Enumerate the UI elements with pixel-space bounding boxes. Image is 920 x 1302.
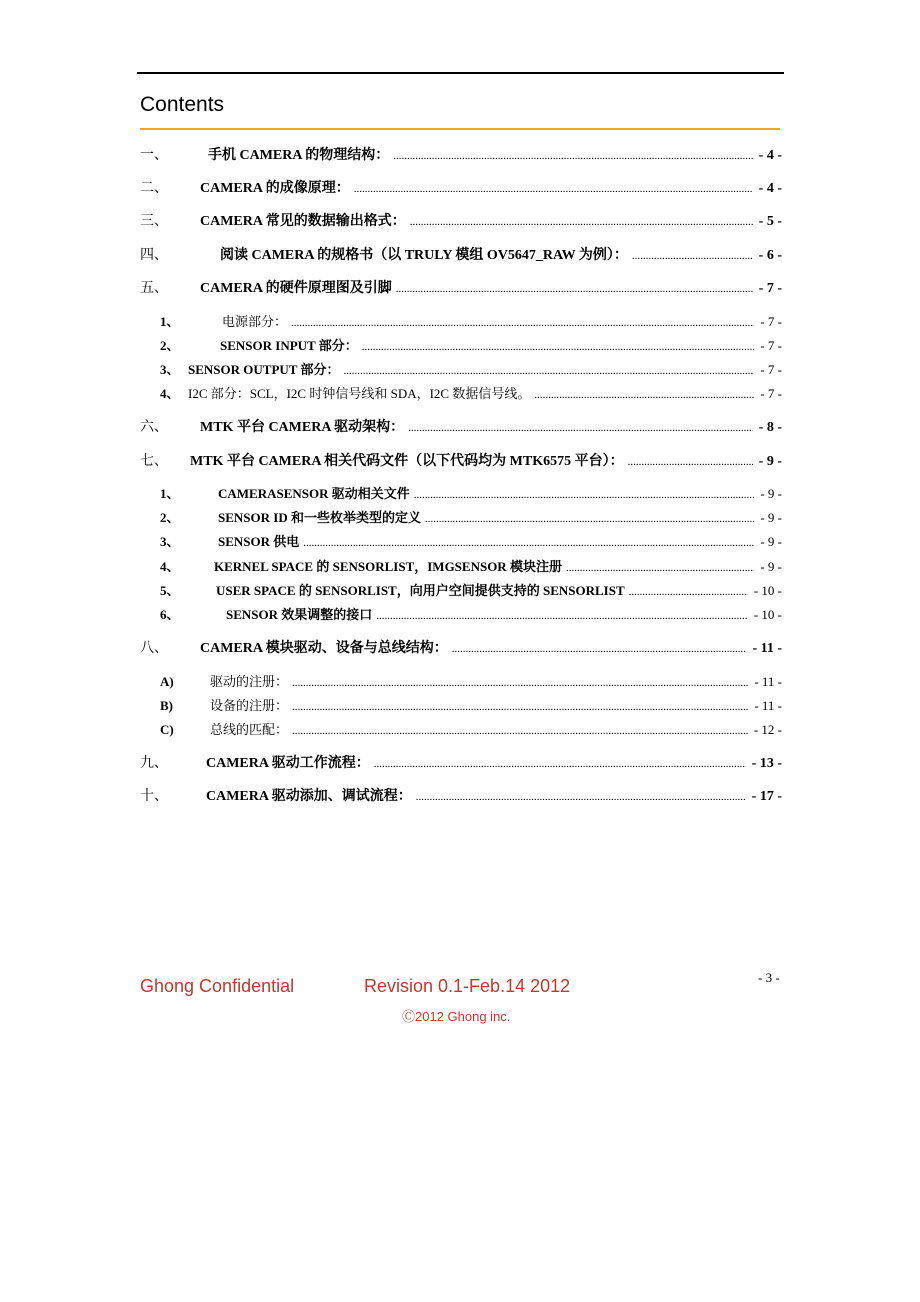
toc-page: - 9 -	[758, 454, 782, 469]
toc-page: - 4 -	[758, 181, 782, 196]
toc-number: 3、	[160, 362, 180, 377]
toc-leader	[292, 698, 748, 714]
toc-number: 4、	[160, 386, 180, 401]
toc-entry[interactable]	[160, 695, 782, 713]
toc-leader	[452, 641, 747, 657]
toc-page: - 10 -	[753, 607, 782, 622]
toc-entry[interactable]	[140, 785, 782, 803]
toc-leader	[343, 362, 754, 378]
toc-page: - 11 -	[754, 698, 782, 713]
toc-title: CAMERA 驱动添加、调试流程：	[206, 789, 412, 804]
toc-page: - 5 -	[758, 214, 782, 229]
toc-page: - 11 -	[754, 674, 782, 689]
footer-revision: Revision 0.1-Feb.14 2012	[364, 976, 571, 996]
toc-number: 4、	[160, 559, 180, 574]
toc-entry[interactable]	[160, 604, 782, 622]
toc-page: - 7 -	[760, 362, 782, 377]
toc-title: CAMERASENSOR 驱动相关文件	[218, 486, 410, 501]
toc-entry[interactable]	[160, 359, 782, 377]
toc-number: 1、	[160, 314, 180, 329]
toc-leader	[629, 583, 748, 599]
toc-page: - 7 -	[760, 386, 782, 401]
toc-entry[interactable]	[160, 483, 782, 501]
toc-number: 七、	[140, 454, 168, 469]
toc-title: MTK 平台 CAMERA 驱动架构：	[200, 420, 405, 435]
toc-number: 3、	[160, 534, 180, 549]
toc-title: I2C 部分：SCL，I2C 时钟信号线和 SDA，I2C 数据信号线。	[188, 386, 531, 401]
toc-title: SENSOR 效果调整的接口	[226, 607, 373, 622]
toc-number: C)	[160, 722, 174, 737]
toc-page: - 9 -	[760, 559, 782, 574]
toc-page: - 9 -	[760, 534, 782, 549]
toc-leader	[292, 722, 748, 738]
toc-title: 阅读 CAMERA 的规格书（以 TRULY 模组 OV5647_RAW 为例）：	[220, 248, 628, 263]
toc-entry[interactable]	[160, 383, 782, 401]
toc-entry[interactable]	[140, 177, 782, 195]
toc-page: - 12 -	[753, 722, 782, 737]
toc-page: - 7 -	[758, 281, 782, 296]
toc-title: 电源部分：	[222, 314, 288, 329]
toc-leader	[291, 314, 754, 330]
toc-page: - 7 -	[760, 314, 782, 329]
toc-entry[interactable]	[160, 531, 782, 549]
page-number: - 3 -	[758, 970, 780, 985]
toc-number: 十、	[140, 789, 168, 804]
toc-page: - 8 -	[758, 420, 782, 435]
toc-title: MTK 平台 CAMERA 相关代码文件（以下代码均为 MTK6575 平台）：	[190, 454, 624, 469]
toc-title: SENSOR 供电	[218, 534, 300, 549]
toc-title: SENSOR OUTPUT 部分：	[188, 362, 340, 377]
toc-title: 设备的注册：	[210, 698, 289, 713]
toc-number: 六、	[140, 420, 168, 435]
toc-number: 五、	[140, 281, 168, 296]
toc-leader	[628, 454, 753, 470]
toc-entry[interactable]	[160, 507, 782, 525]
toc-title: 总线的匹配：	[210, 722, 289, 737]
toc-number: 二、	[140, 181, 168, 196]
toc-leader	[354, 181, 753, 197]
toc-entry[interactable]	[140, 450, 782, 468]
toc-entry[interactable]	[160, 311, 782, 329]
toc-number: 5、	[160, 583, 180, 598]
toc-title: 手机 CAMERA 的物理结构：	[208, 148, 390, 163]
toc-number: 1、	[160, 486, 180, 501]
toc-title: CAMERA 常见的数据输出格式：	[200, 214, 406, 229]
toc-leader	[303, 534, 754, 550]
toc-title: CAMERA 的成像原理：	[200, 181, 350, 196]
toc-title: KERNEL SPACE 的 SENSORLIST，IMGSENSOR 模块注册	[214, 559, 562, 574]
toc-leader	[362, 338, 755, 354]
toc-title: CAMERA 的硬件原理图及引脚	[200, 281, 392, 296]
toc-number: 三、	[140, 214, 168, 229]
toc-leader	[410, 214, 753, 230]
toc-leader	[374, 756, 746, 772]
toc-entry[interactable]	[140, 416, 782, 434]
toc-title: SENSOR ID 和一些枚举类型的定义	[218, 510, 421, 525]
toc-page: - 11 -	[752, 641, 782, 656]
toc-page: - 13 -	[751, 756, 782, 771]
toc-entry[interactable]	[140, 752, 782, 770]
toc-page: - 17 -	[751, 789, 782, 804]
toc-leader	[292, 674, 748, 690]
toc-leader	[414, 486, 755, 502]
toc-leader	[376, 607, 748, 623]
toc-number: 八、	[140, 641, 168, 656]
toc-page: - 6 -	[758, 248, 782, 263]
toc-entry[interactable]	[140, 144, 782, 162]
toc-entry[interactable]	[140, 210, 782, 228]
toc-number: 2、	[160, 338, 180, 353]
footer-copyright: Ⓒ2012 Ghong inc.	[402, 1009, 511, 1024]
toc-title: CAMERA 模块驱动、设备与总线结构：	[200, 641, 448, 656]
toc-leader	[566, 559, 754, 575]
toc-number: 四、	[140, 248, 168, 263]
toc-leader	[632, 248, 753, 264]
toc-number: 6、	[160, 607, 180, 622]
toc-leader	[396, 281, 753, 297]
toc-page: - 9 -	[760, 486, 782, 501]
toc-entry[interactable]	[160, 556, 782, 574]
toc-entry[interactable]	[160, 580, 782, 598]
top-rule	[137, 72, 784, 74]
toc-entry[interactable]	[160, 719, 782, 737]
toc-entry[interactable]	[140, 244, 782, 262]
toc-number: 九、	[140, 756, 168, 771]
toc-leader	[416, 789, 746, 805]
toc-number: A)	[160, 674, 174, 689]
toc-entry[interactable]	[140, 637, 782, 655]
toc-title: USER SPACE 的 SENSORLIST，向用户空间提供支持的 SENSORLIST	[216, 583, 625, 598]
toc-page: - 7 -	[760, 338, 782, 353]
toc-page: - 9 -	[760, 510, 782, 525]
toc-leader	[408, 420, 753, 436]
toc-number: 一、	[140, 148, 168, 163]
toc-title: 驱动的注册：	[210, 674, 289, 689]
toc-page: - 10 -	[753, 583, 782, 598]
toc-entry[interactable]	[140, 277, 782, 295]
toc-page: - 4 -	[758, 148, 782, 163]
page-title: Contents	[140, 93, 225, 116]
toc-entry[interactable]	[160, 335, 782, 353]
toc-leader	[393, 148, 752, 164]
toc-leader	[425, 510, 754, 526]
toc-entry[interactable]	[160, 671, 782, 689]
title-underline	[140, 128, 780, 130]
toc-number: 2、	[160, 510, 180, 525]
toc-leader	[534, 386, 754, 402]
toc-title: CAMERA 驱动工作流程：	[206, 756, 370, 771]
toc-number: B)	[160, 698, 173, 713]
footer-confidential: Ghong Confidential	[140, 976, 295, 996]
toc-title: SENSOR INPUT 部分：	[220, 338, 358, 353]
